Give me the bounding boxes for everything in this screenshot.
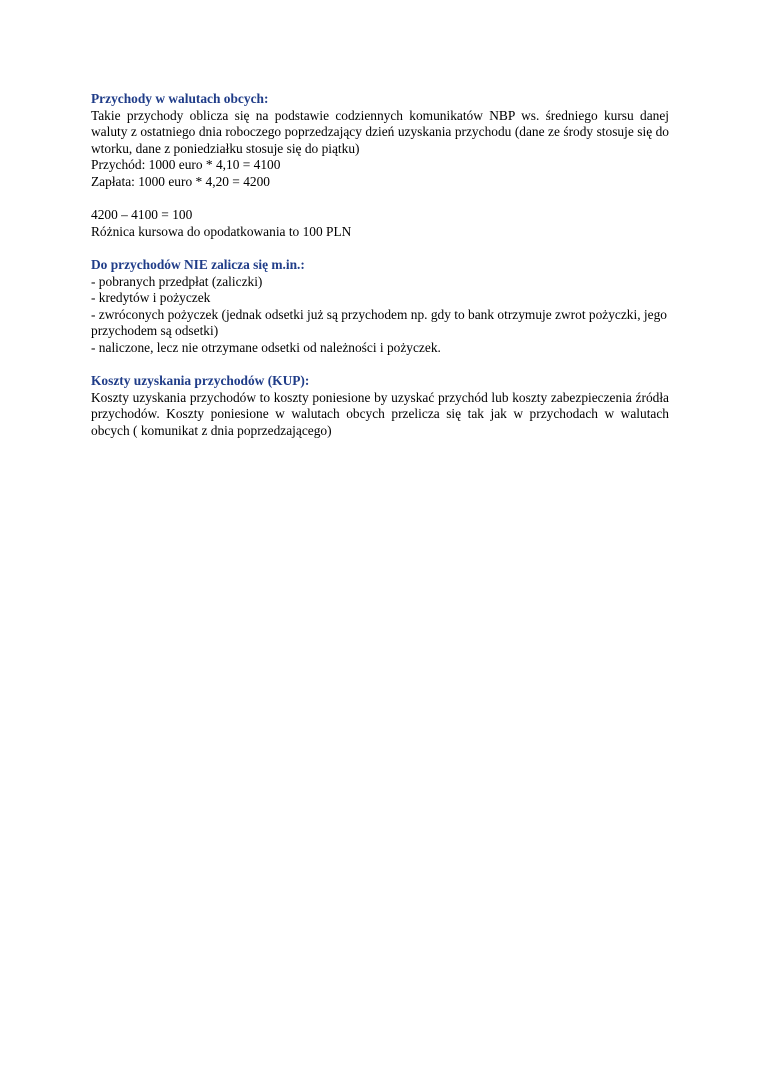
section-paragraph: Koszty uzyskania przychodów to koszty poniesione by uzyskać przychód lub koszty zabezpieczenia źródła przychodów. Koszty poniesione w walutach obcych przelicza się tak jak w przychodach w walutach obcych ( komunikat z dnia poprzedzającego) [91, 389, 669, 438]
section-costs [91, 373, 669, 439]
section-paragraph: Takie przychody oblicza się na podstawie codziennych komunikatów NBP ws. średniego kursu danej waluty z ostatniego dnia roboczego poprzedzający dzień uzyskania przychodu (dane ze środy stosuje się do wtorku, dane z poniedziałku stosuje się do piątku) [91, 107, 669, 156]
calculation-line: 4200 – 4100 = 100 [91, 207, 193, 223]
section-not-income [91, 257, 669, 357]
list-item: - kredytów i pożyczek [91, 290, 211, 306]
list-item: - naliczone, lecz nie otrzymane odsetki od należności i pożyczek. [91, 339, 441, 355]
list-item: - zwróconych pożyczek (jednak odsetki już są przychodem np. gdy to bank otrzymuje zwrot pożyczki, jego przychodem są odsetki) [91, 306, 667, 339]
payment-line: Zapłata: 1000 euro * 4,20 = 4200 [91, 173, 270, 189]
section-heading: Koszty uzyskania przychodów (KUP): [91, 373, 310, 389]
spacer [91, 357, 669, 374]
spacer [91, 240, 669, 257]
section-heading: Przychody w walutach obcych: [91, 91, 269, 106]
section-heading: Do przychodów NIE zalicza się m.in.: [91, 256, 305, 272]
spacer [91, 191, 669, 208]
exchange-difference-line: Różnica kursowa do opodatkowania to 100 PLN [91, 223, 352, 239]
section-foreign-currency-income [91, 91, 669, 240]
income-line: Przychód: 1000 euro * 4,10 = 4100 [91, 157, 281, 173]
list-item: - pobranych przedpłat (zaliczki) [91, 273, 263, 289]
document-page [91, 91, 669, 439]
